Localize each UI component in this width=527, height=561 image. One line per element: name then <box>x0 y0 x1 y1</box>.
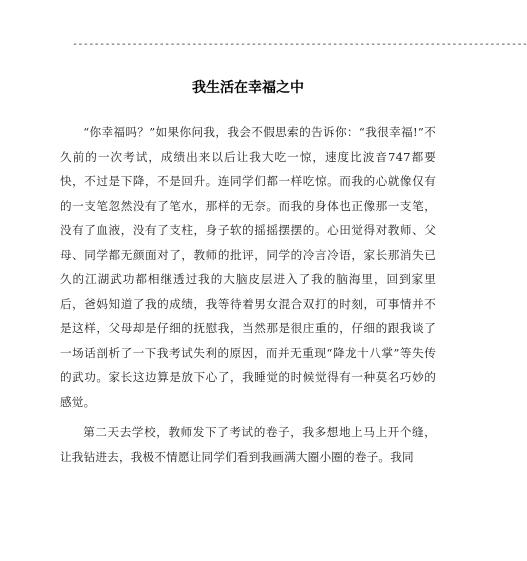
page-title: 我生活在幸福之中 <box>192 80 304 96</box>
document-body <box>60 120 436 475</box>
top-dashed-rule: ------------------------------------------------------------------------------------ <box>72 39 527 50</box>
paragraph-1: “你幸福吗？”如果你问我，我会不假思索的告诉你：“我很幸福!”不久前的一次考试，成绩出来以后让我大吃一惊，速度比波音747都要快，不过是下降，不是回升。连同学们都一样吃惊。而我的心就像仅有的一支笔忽然没有了笔水，那样的无奈。而我的身体也正像那一支笔，没有了血液，没有了支柱，身子软的摇摇摆摆的。心田觉得对教师、父母、同学都无颜面对了，教师的批评，同学的冷言冷语，家长那消失已久的江湖武功都相继透过我的大脑皮层进入了我的脑海里，回到家里后，爸妈知道了我的成绩，我等待着男女混合双打的时刻，可事情并不是这样，父母却是仔细的抚慰我，当然那是很庄重的，仔细的跟我谈了一场话剖析了一下我考试失利的原因，而并无重现“降龙十八掌”等失传的武功。家长这边算是放下心了，我睡觉的时候觉得有一种莫名巧妙的感觉。 <box>60 125 436 409</box>
paragraph-2: 第二天去学校，教师发下了考试的卷子，我多想地上马上开个缝，让我钻进去，我极不情愿让同学们看到我画满大圈小圈的卷子。我同 <box>60 425 436 464</box>
